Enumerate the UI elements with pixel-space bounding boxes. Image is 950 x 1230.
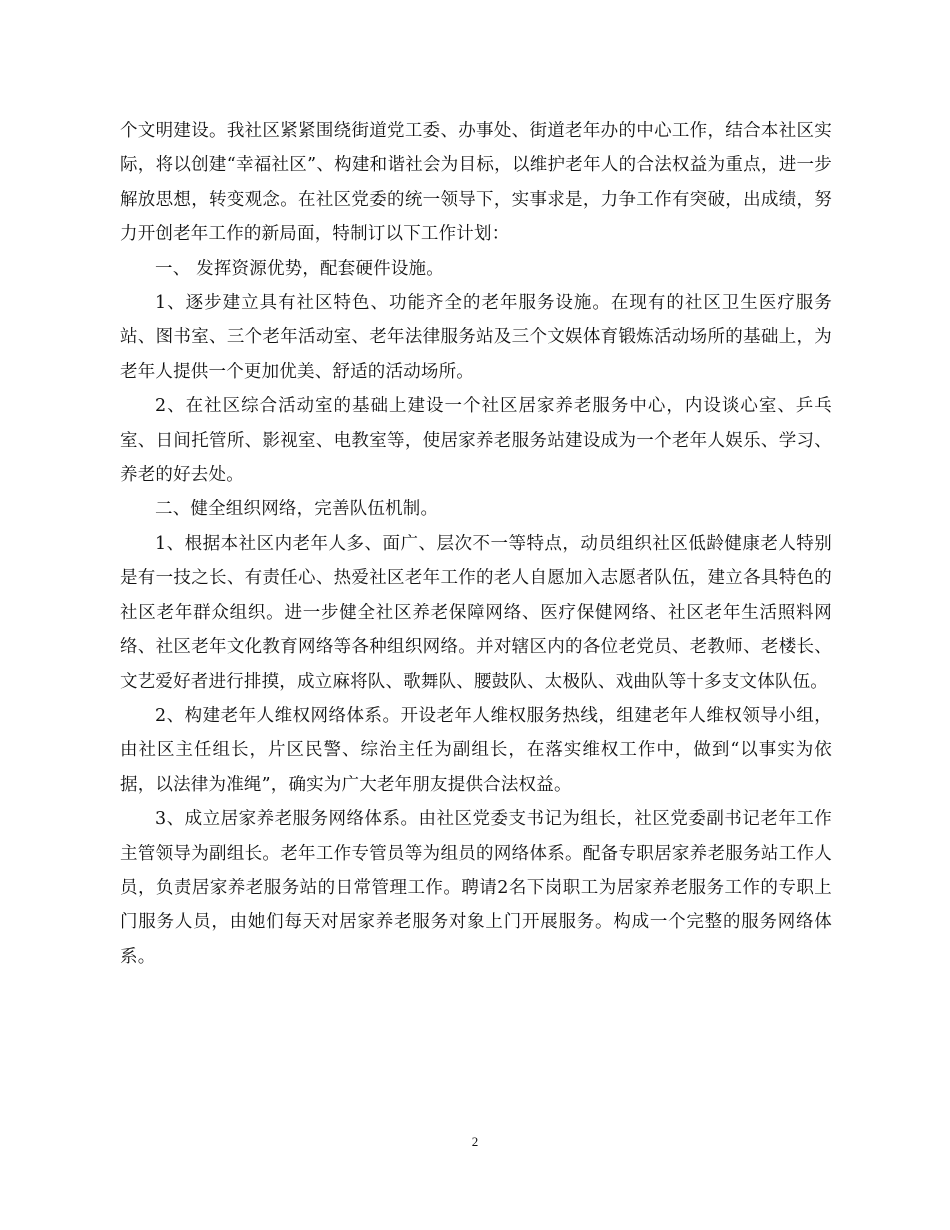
paragraph-8: 3、成立居家养老服务网络体系。由社区党委支书记为组长，社区党委副书记老年工作主管领导为副组长。老年工作专管员等为组员的网络体系。配备专职居家养老服务站工作人员，负责居家养老服务站的日常管理工作。聘请2名下岗职工为居家养老服务工作的专职上门服务人员，由她们每天对居家养老服务对象上门开展服务。构成一个完整的服务网络体系。 xyxy=(120,809,832,967)
paragraph-6: 1、根据本社区内老年人多、面广、层次不一等特点，动员组织社区低龄健康老人特别是有一技之长、有责任心、热爱社区老年工作的老人自愿加入志愿者队伍，建立各具特色的社区老年群众组织。进一步健全社区养老保障网络、医疗保健网络、社区老年生活照料网络、社区老年文化教育网络等各种组织网络。并对辖区内的各位老党员、老教师、老楼长、文艺爱好者进行排摸，成立麻将队、歌舞队、腰鼓队、太极队、戏曲队等十多支文体队伍。 xyxy=(120,533,832,692)
document-body xyxy=(120,114,832,974)
paragraph-1: 个文明建设。我社区紧紧围绕街道党工委、办事处、街道老年办的中心工作，结合本社区实际，将以创建“幸福社区”、构建和谐社会为目标，以维护老年人的合法权益为重点，进一步解放思想，转变观念。在社区党委的统一领导下，实事求是，力争工作有突破，出成绩，努力开创老年工作的新局面，特制订以下工作计划： xyxy=(120,121,832,245)
page-number: 2 xyxy=(471,1134,479,1149)
paragraph-4: 2、在社区综合活动室的基础上建设一个社区居家养老服务中心，内设谈心室、乒乓室、日间托管所、影视室、电教室等，使居家养老服务站建设成为一个老年人娱乐、学习、养老的好去处。 xyxy=(120,396,832,486)
section-heading-2: 二、健全组织网络，完善队伍机制。 xyxy=(155,499,439,520)
paragraph-3: 1、逐步建立具有社区特色、功能齐全的老年服务设施。在现有的社区卫生医疗服务站、图书室、三个老年活动室、老年法律服务站及三个文娱体育锻炼活动场所的基础上，为老年人提供一个更加优美、舒适的活动场所。 xyxy=(120,293,832,382)
section-heading-1: 一、 发挥资源优势，配套硬件设施。 xyxy=(155,258,444,279)
paragraph-7: 2、构建老年人维权网络体系。开设老年人维权服务热线，组建老年人维权领导小组，由社区主任组长，片区民警、综治主任为副组长，在落实维权工作中，做到“以事实为依据，以法律为准绳”，确实为广大老年朋友提供合法权益。 xyxy=(120,705,832,795)
